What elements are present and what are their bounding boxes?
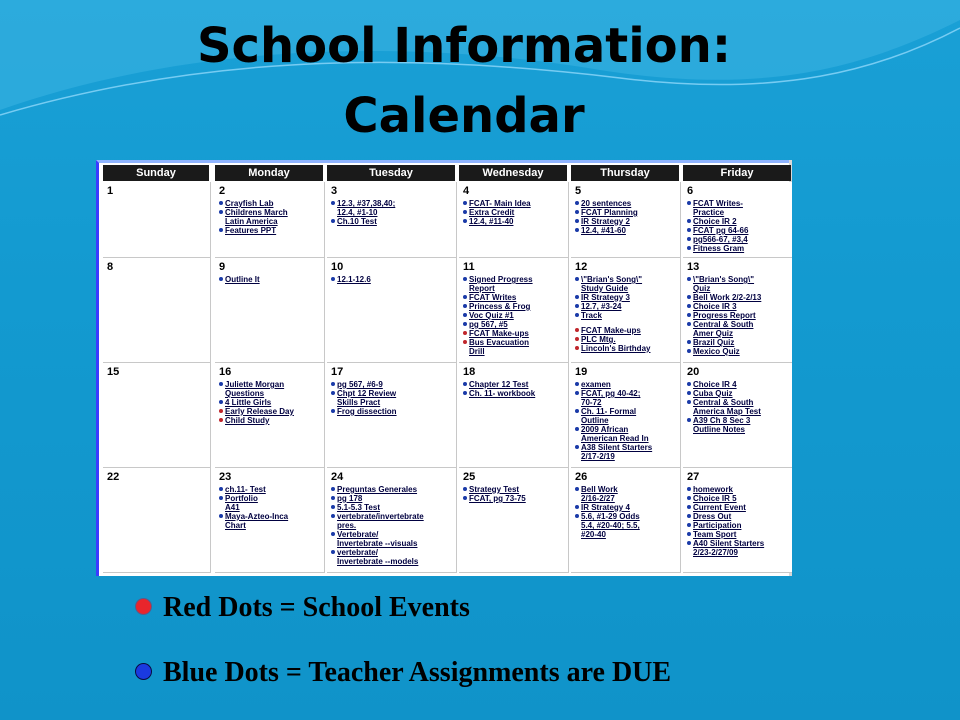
day-cell-17 — [327, 363, 457, 468]
day-number: 2 — [219, 185, 226, 197]
day-cell-25 — [459, 468, 569, 573]
assignment-item[interactable]: Bell Work 2/2-2/13 — [687, 293, 791, 302]
assignment-item[interactable]: 20 sentences — [575, 199, 679, 208]
assignment-item[interactable]: Central & South America Map Test — [687, 398, 791, 416]
day-number: 12 — [575, 261, 588, 273]
assignment-item[interactable]: Participation — [687, 521, 791, 530]
event-item[interactable]: Bus Evacuation Drill — [463, 338, 567, 356]
assignment-item[interactable]: Brazil Quiz — [687, 338, 791, 347]
assignment-item[interactable]: FCAT pg 64-66 — [687, 226, 791, 235]
day-number: 24 — [331, 471, 344, 483]
day-number: 15 — [107, 366, 120, 378]
assignment-item[interactable]: IR Strategy 3 — [575, 293, 679, 302]
assignment-item[interactable]: \"Brian's Song\" Study Guide — [575, 275, 679, 293]
day-number: 16 — [219, 366, 232, 378]
slide-title-line-2: Calendar — [343, 88, 585, 144]
day-number: 13 — [687, 261, 700, 273]
header-tuesday: Tuesday — [327, 165, 455, 181]
assignment-item[interactable]: 2009 African American Read In — [575, 425, 679, 443]
assignment-item[interactable]: Progress Report — [687, 311, 791, 320]
assignment-item[interactable]: FCAT Planning — [575, 208, 679, 217]
assignment-item[interactable]: 12.7, #3-24 — [575, 302, 679, 311]
slide-title-line-1: School Information: — [196, 18, 732, 74]
assignment-item[interactable]: Dress Out — [687, 512, 791, 521]
assignment-item[interactable]: Extra Credit — [463, 208, 567, 217]
assignment-item[interactable]: Voc Quiz #1 — [463, 311, 567, 320]
day-cell-4 — [459, 182, 569, 258]
day-number: 10 — [331, 261, 344, 273]
day-cell-16 — [215, 363, 325, 468]
assignment-item[interactable]: Team Sport — [687, 530, 791, 539]
day-number: 11 — [463, 261, 475, 273]
day-number: 22 — [107, 471, 120, 483]
day-cell-8 — [103, 258, 211, 363]
red-dot-icon — [136, 599, 151, 614]
assignment-item[interactable]: Outline It — [219, 275, 323, 284]
assignment-item[interactable]: Childrens March Latin America — [219, 208, 323, 226]
assignment-item[interactable]: 12.4, #11-40 — [463, 217, 567, 226]
assignment-item[interactable]: FCAT Writes- Practice — [687, 199, 791, 217]
day-cell-15 — [103, 363, 211, 468]
assignment-item[interactable]: ch.11- Test — [219, 485, 323, 494]
assignment-item[interactable]: Portfolio A41 — [219, 494, 323, 512]
assignment-item[interactable]: A40 Silent Starters 2/23-2/27/09 — [687, 539, 791, 557]
header-sunday: Sunday — [103, 165, 209, 181]
assignment-item[interactable]: FCAT, pg 40-42; 70-72 — [575, 389, 679, 407]
assignment-item[interactable]: Cuba Quiz — [687, 389, 791, 398]
assignment-item[interactable]: Chapter 12 Test — [463, 380, 567, 389]
assignment-item[interactable]: IR Strategy 2 — [575, 217, 679, 226]
day-cell-11 — [459, 258, 569, 363]
blue-dot-icon — [136, 664, 151, 679]
event-item[interactable]: PLC Mtg. — [575, 335, 679, 344]
day-cell-10 — [327, 258, 457, 363]
assignment-item[interactable]: 12.4, #41-60 — [575, 226, 679, 235]
assignment-item[interactable]: Vertebrate/ Invertebrate --visuals — [331, 530, 455, 548]
assignment-item[interactable]: pg566-67, #3,4 — [687, 235, 791, 244]
day-cell-23 — [215, 468, 325, 573]
assignment-item[interactable]: pg 567, #5 — [463, 320, 567, 329]
day-number: 23 — [219, 471, 232, 483]
assignment-item[interactable]: Fitness Gram — [687, 244, 791, 253]
event-item[interactable]: Lincoln's Birthday — [575, 344, 679, 353]
day-number: 17 — [331, 366, 344, 378]
day-number: 18 — [463, 366, 476, 378]
day-number: 6 — [687, 185, 694, 197]
assignment-item[interactable]: pg 178 — [331, 494, 455, 503]
event-item[interactable]: FCAT Make-ups — [463, 329, 567, 338]
header-wednesday: Wednesday — [459, 165, 567, 181]
event-item[interactable]: Child Study — [219, 416, 323, 425]
day-number: 3 — [331, 185, 338, 197]
assignment-item[interactable]: Ch. 11- Formal Outline — [575, 407, 679, 425]
day-cell-2 — [215, 182, 325, 258]
day-cell-20 — [683, 363, 792, 468]
assignment-item[interactable]: 12.3, #37,38,40; 12.4, #1-10 — [331, 199, 455, 217]
day-cell-9 — [215, 258, 325, 363]
day-cell-3 — [327, 182, 457, 258]
assignment-item[interactable]: 4 Little Girls — [219, 398, 323, 407]
assignment-item[interactable]: Current Event — [687, 503, 791, 512]
assignment-item[interactable]: Strategy Test — [463, 485, 567, 494]
assignment-item[interactable]: FCAT Writes — [463, 293, 567, 302]
legend-red — [136, 592, 470, 624]
header-monday: Monday — [215, 165, 323, 181]
day-number: 5 — [575, 185, 582, 197]
day-cell-1 — [103, 182, 211, 258]
day-cell-6 — [683, 182, 792, 258]
assignment-item[interactable]: pg 567, #6-9 — [331, 380, 455, 389]
assignment-item[interactable]: Juliette Morgan Questions — [219, 380, 323, 398]
legend-red-text: Red Dots = School Events — [163, 592, 470, 623]
assignment-item[interactable]: Chpt 12 Review Skills Pract — [331, 389, 455, 407]
assignment-item[interactable]: Signed Progress Report — [463, 275, 567, 293]
day-number: 8 — [107, 261, 114, 273]
assignment-item[interactable]: vertebrate/ Invertebrate --models — [331, 548, 455, 566]
assignment-item[interactable]: Choice IR 5 — [687, 494, 791, 503]
assignment-item[interactable]: Choice IR 4 — [687, 380, 791, 389]
assignment-item[interactable]: Features PPT — [219, 226, 323, 235]
day-cell-12 — [571, 258, 681, 363]
assignment-item[interactable]: IR Strategy 4 — [575, 503, 679, 512]
day-cell-26 — [571, 468, 681, 573]
assignment-item[interactable]: Central & South Amer Quiz — [687, 320, 791, 338]
header-friday: Friday — [683, 165, 791, 181]
day-cell-5 — [571, 182, 681, 258]
day-cell-18 — [459, 363, 569, 468]
day-cell-19 — [571, 363, 681, 468]
legend-blue — [136, 657, 671, 689]
day-number: 20 — [687, 366, 700, 378]
assignment-item[interactable]: homework — [687, 485, 791, 494]
assignment-item[interactable]: Track — [575, 311, 679, 320]
assignment-item[interactable]: Frog dissection — [331, 407, 455, 416]
day-number: 25 — [463, 471, 476, 483]
day-number: 4 — [463, 185, 470, 197]
assignment-item[interactable]: examen — [575, 380, 679, 389]
assignment-item[interactable]: FCAT, pg 73-75 — [463, 494, 567, 503]
assignment-item[interactable]: Maya-Azteo-Inca Chart — [219, 512, 323, 530]
assignment-item[interactable]: A39 Ch 8 Sec 3 Outline Notes — [687, 416, 791, 434]
assignment-item[interactable]: Mexico Quiz — [687, 347, 791, 356]
day-number: 19 — [575, 366, 588, 378]
day-cell-27 — [683, 468, 792, 573]
assignment-item[interactable]: Ch. 11- workbook — [463, 389, 567, 398]
assignment-item[interactable]: Ch.10 Test — [331, 217, 455, 226]
header-thursday: Thursday — [571, 165, 679, 181]
assignment-item[interactable]: Princess & Frog — [463, 302, 567, 311]
assignment-item[interactable]: \"Brian's Song\" Quiz — [687, 275, 791, 293]
event-item[interactable]: Early Release Day — [219, 407, 323, 416]
assignment-item[interactable]: 5.1-5.3 Test — [331, 503, 455, 512]
day-number: 9 — [219, 261, 226, 273]
assignment-item[interactable]: FCAT- Main Idea — [463, 199, 567, 208]
assignment-item[interactable]: vertebrate/invertebrate pres. — [331, 512, 455, 530]
event-item[interactable]: FCAT Make-ups — [575, 326, 679, 335]
day-number: 26 — [575, 471, 588, 483]
calendar-image — [96, 160, 792, 576]
day-number: 1 — [107, 185, 114, 197]
day-cell-24 — [327, 468, 457, 573]
day-cell-22 — [103, 468, 211, 573]
assignment-item[interactable]: Preguntas Generales — [331, 485, 455, 494]
day-cell-13 — [683, 258, 792, 363]
legend-blue-text: Blue Dots = Teacher Assignments are DUE — [163, 657, 672, 688]
assignment-item[interactable]: Bell Work 2/16-2/27 — [575, 485, 679, 503]
day-number: 27 — [687, 471, 700, 483]
assignment-item[interactable]: Choice IR 2 — [687, 217, 791, 226]
assignment-item[interactable]: Choice IR 3 — [687, 302, 791, 311]
assignment-item[interactable]: Crayfish Lab — [219, 199, 323, 208]
assignment-item[interactable]: 5.6, #1-29 Odds 5.4, #20-40; 5.5, #20-40 — [575, 512, 679, 539]
assignment-item[interactable]: A38 Silent Starters 2/17-2/19 — [575, 443, 679, 461]
assignment-item[interactable]: 12.1-12.6 — [331, 275, 455, 284]
